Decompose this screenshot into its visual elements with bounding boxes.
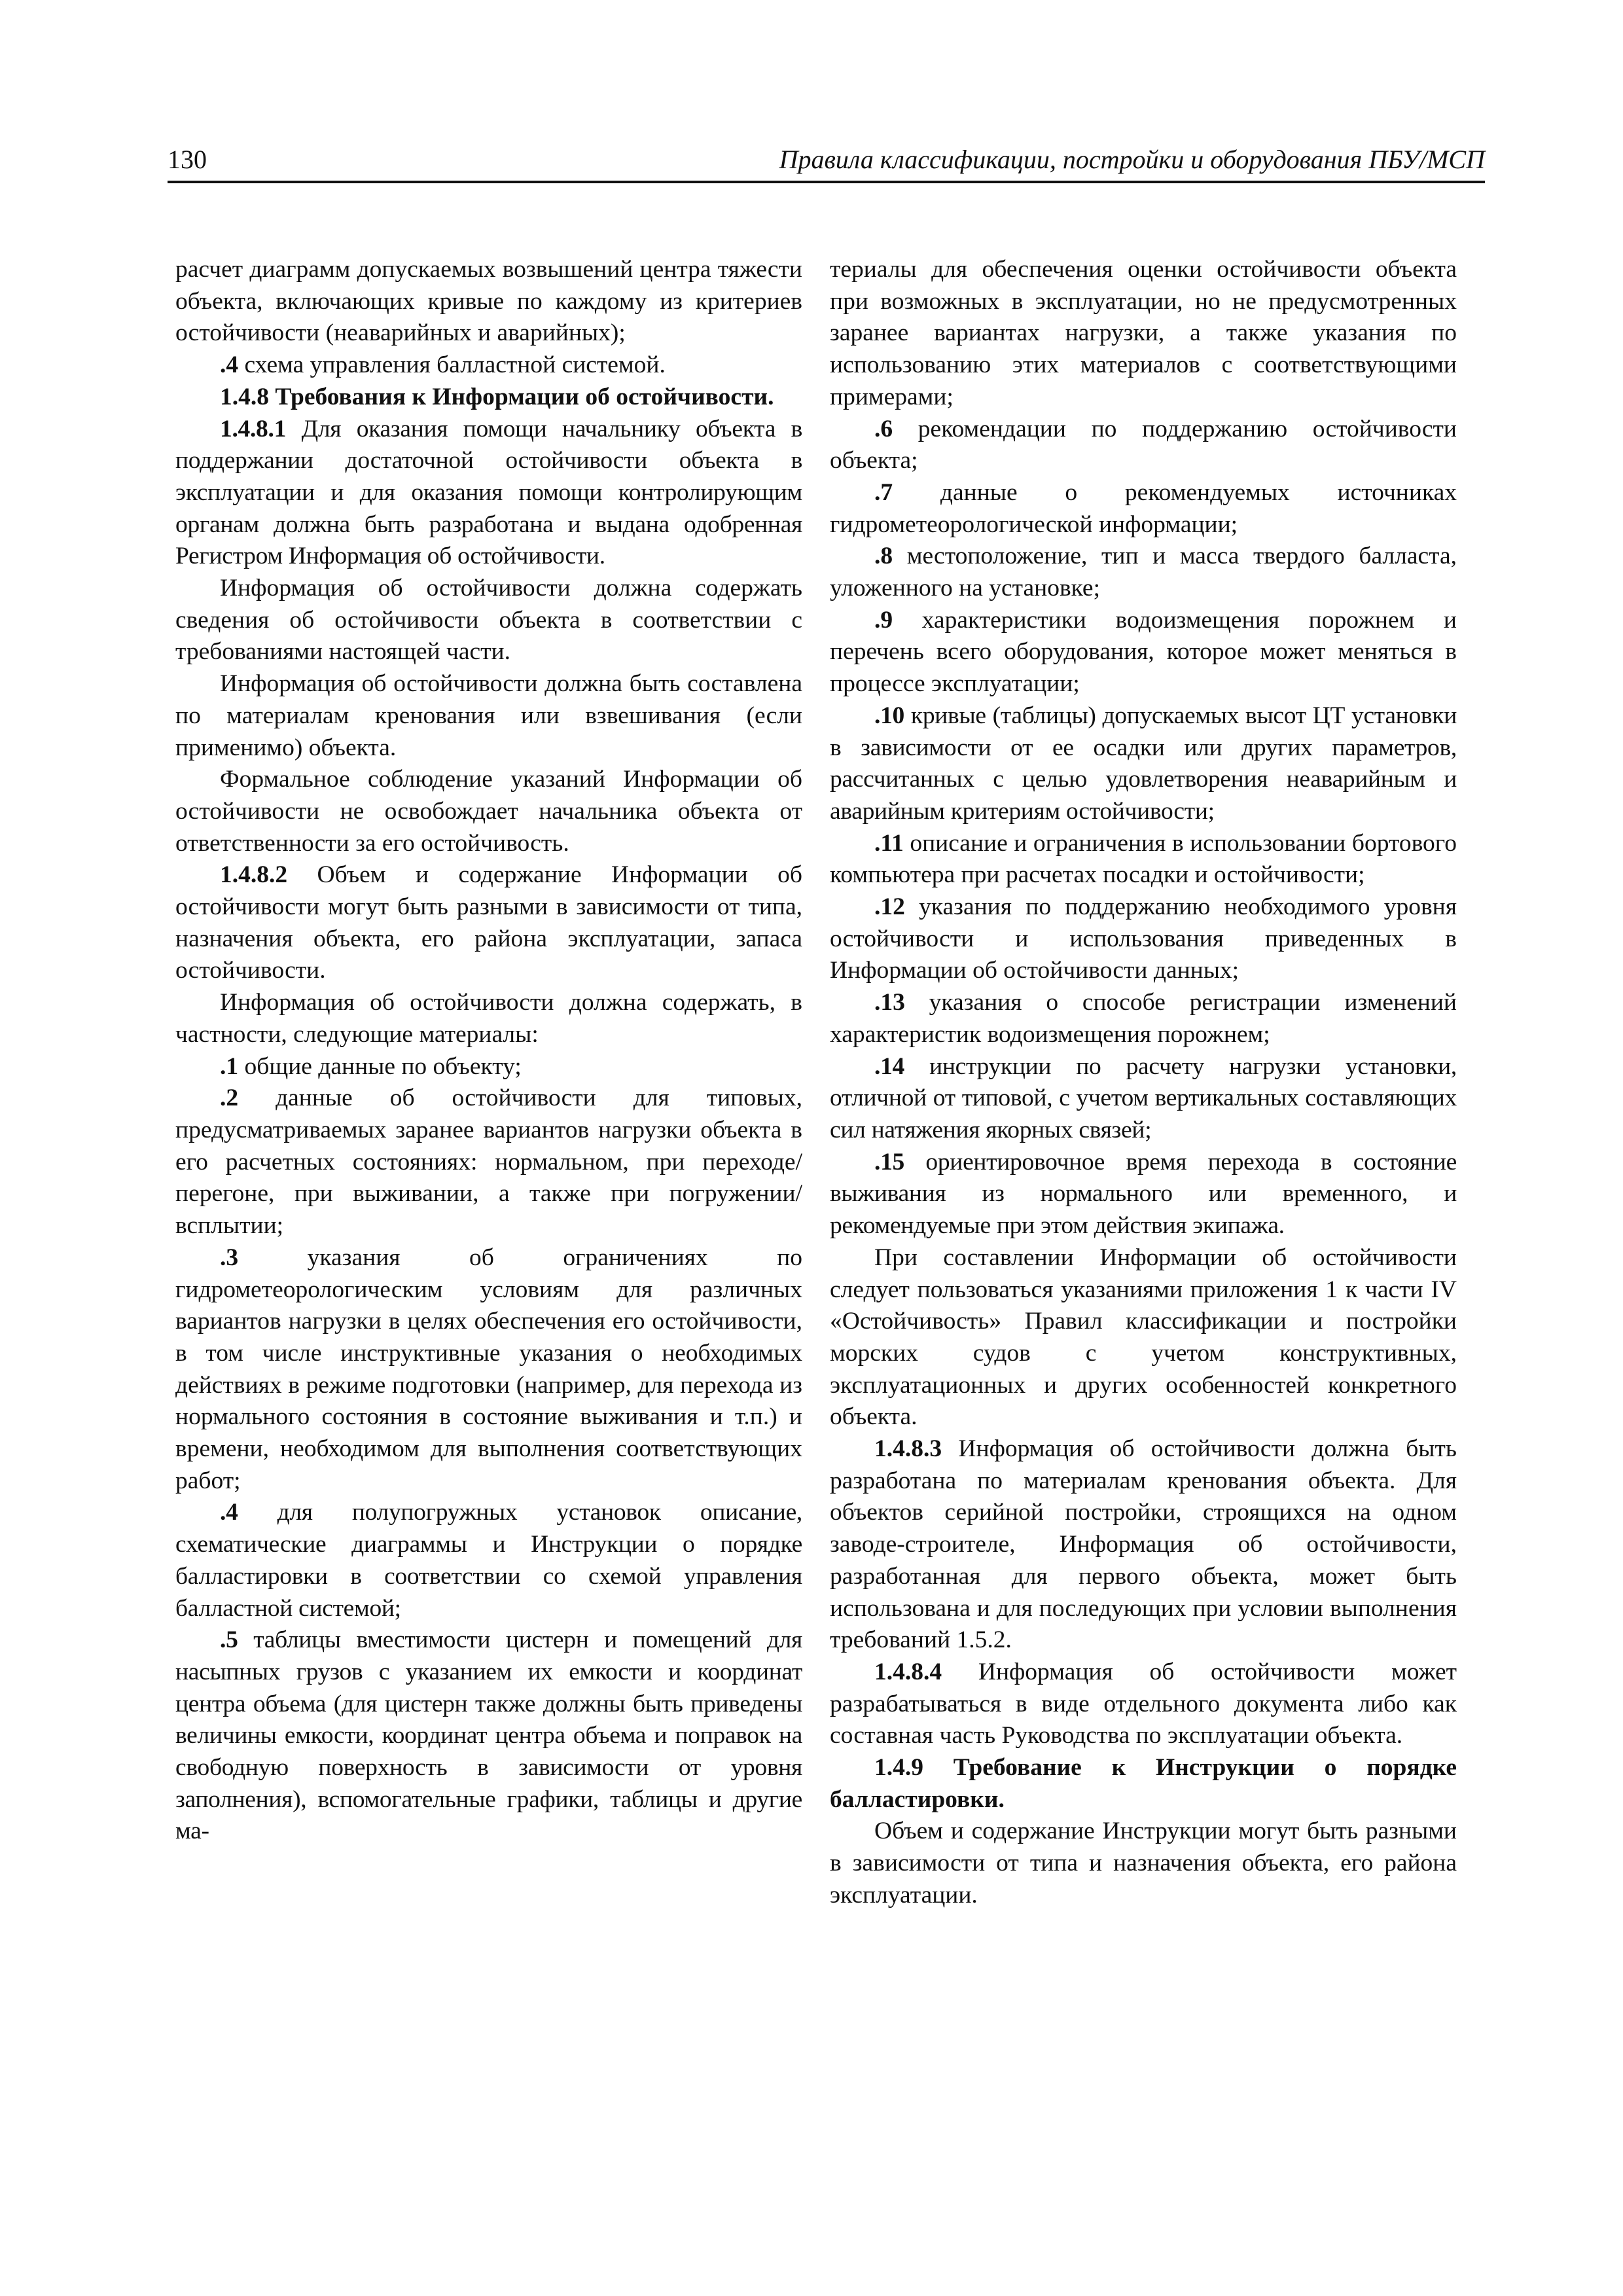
list-item: .4 для полупогружных установок описание, схематические диаграммы и Инструкции о порядке балластировки в соответствии со схемой управления балластной системой; bbox=[175, 1499, 802, 1622]
paragraph: Информация об остойчивости должна содержать сведения об остойчивости объекта в соответствии с требованиями настоящей части. bbox=[175, 575, 802, 666]
paragraph: При составлении Информации об остойчивости следует пользоваться указаниями приложения 1 к части IV «Остойчивость» Правил классификации и постройки морских судов с учетом конструктивных, эксплуатационных и других особенностей конкретного объекта. bbox=[830, 1244, 1457, 1431]
section-heading: 1.4.9 Требование к Инструкции о порядке балластировки. bbox=[830, 1754, 1457, 1813]
right-column bbox=[830, 254, 1457, 1912]
paragraph: Информация об остойчивости должна содержать, в частности, следующие материалы: bbox=[175, 989, 802, 1048]
list-item: .8 местоположение, тип и масса твердого балласта, уложенного на установке; bbox=[830, 543, 1457, 602]
list-item: .2 данные об остойчивости для типовых, предусматриваемых заранее вариантов нагрузки объекта в его расчетных состояниях: нормальном, при переходе/перегоне, при выживании, а также при погружении/всплытии; bbox=[175, 1085, 802, 1240]
paragraph: Информация об остойчивости должна быть составлена по материалам кренования или взвешивания (если применимо) объекта. bbox=[175, 670, 802, 761]
clause-paragraph: 1.4.8.2 Объем и содержание Информации об остойчивости могут быть разными в зависимости от типа, назначения объекта, его района эксплуатации, запаса остойчивости. bbox=[175, 861, 802, 984]
list-item: .15 ориентировочное время перехода в состояние выживания из нормального или временного, и рекомендуемые при этом действия экипажа. bbox=[830, 1148, 1457, 1240]
paragraph: Формальное соблюдение указаний Информации об остойчивости не освобождает начальника объекта от ответственности за его остойчивость. bbox=[175, 766, 802, 857]
header-rule bbox=[168, 181, 1485, 183]
list-item: .5 таблицы вместимости цистерн и помещений для насыпных грузов с указанием их емкости и координат центра объема (для цистерн также должны быть приведены величины емкости, координат центра объема и поправок на свободную поверхность в зависимости от уровня заполнения), вспомогательные графики, таблицы и другие ма- bbox=[175, 1626, 802, 1845]
section-heading: 1.4.8 Требования к Информации об остойчивости. bbox=[220, 383, 774, 410]
running-title: Правила классификации, постройки и оборудования ПБУ/МСП bbox=[779, 145, 1485, 174]
list-item: .7 данные о рекомендуемых источниках гидрометеорологической информации; bbox=[830, 478, 1457, 538]
paragraph: Объем и содержание Инструкции могут быть разными в зависимости от типа и назначения объекта, его района эксплуатации. bbox=[830, 1818, 1457, 1909]
list-item: .10 кривые (таблицы) допускаемых высот ЦТ установки в зависимости от ее осадки или других параметров, рассчитанных с целью удовлетворения неаварийным и аварийным критериям остойчивости; bbox=[830, 702, 1457, 825]
list-item: .12 указания по поддержанию необходимого уровня остойчивости и использования приведенных в Информации об остойчивости данных; bbox=[830, 893, 1457, 984]
paragraph: расчет диаграмм допускаемых возвышений центра тяжести объекта, включающих кривые по каждому из критериев остойчивости (неаварийных и аварийных); bbox=[175, 256, 802, 347]
list-item: .14 инструкции по расчету нагрузки установки, отличной от типовой, с учетом вертикальных составляющих сил натяжения якорных связей; bbox=[830, 1052, 1457, 1143]
page-header bbox=[168, 143, 1485, 183]
paragraph: териалы для обеспечения оценки остойчивости объекта при возможных в эксплуатации, но не предусмотренных заранее вариантах нагрузки, а также указания по использованию этих материалов с соответствующими примерами; bbox=[830, 256, 1457, 410]
list-item: .9 характеристики водоизмещения порожнем и перечень всего оборудования, которое может меняться в процессе эксплуатации; bbox=[830, 606, 1457, 698]
list-item: .4 схема управления балластной системой. bbox=[220, 351, 666, 379]
left-column bbox=[175, 254, 802, 1848]
list-item: .1 общие данные по объекту; bbox=[220, 1052, 522, 1080]
clause-paragraph: 1.4.8.1 Для оказания помощи начальнику объекта в поддержании достаточной остойчивости объекта в эксплуатации и для оказания помощи контролирующим органам должна быть разработана и выдана одобренная Регистром Информация об остойчивости. bbox=[175, 415, 802, 570]
list-item: .6 рекомендации по поддержанию остойчивости объекта; bbox=[830, 415, 1457, 475]
clause-paragraph: 1.4.8.3 Информация об остойчивости должна быть разработана по материалам кренования объекта. Для объектов серийной постройки, строящихся на одном заводе-строителе, Информация об остойчивости, разработанная для первого объекта, может быть использована и для последующих при условии выполнения требований 1.5.2. bbox=[830, 1435, 1457, 1654]
page-number: 130 bbox=[168, 145, 207, 174]
list-item: .3 указания об ограничениях по гидрометеорологическим условиям для различных вариантов нагрузки в целях обеспечения его остойчивости, в том числе инструктивные указания о необходимых действиях в режиме подготовки (например, для перехода из нормального состояния в состояние выживания и т.п.) и времени, необходимом для выполнения соответствующих работ; bbox=[175, 1244, 802, 1494]
list-item: .11 описание и ограничения в использовании бортового компьютера при расчетах посадки и остойчивости; bbox=[830, 829, 1457, 889]
list-item: .13 указания о способе регистрации изменений характеристик водоизмещения порожнем; bbox=[830, 989, 1457, 1048]
clause-paragraph: 1.4.8.4 Информация об остойчивости может разрабатываться в виде отдельного документа либо как составная часть Руководства по эксплуатации объекта. bbox=[830, 1658, 1457, 1749]
